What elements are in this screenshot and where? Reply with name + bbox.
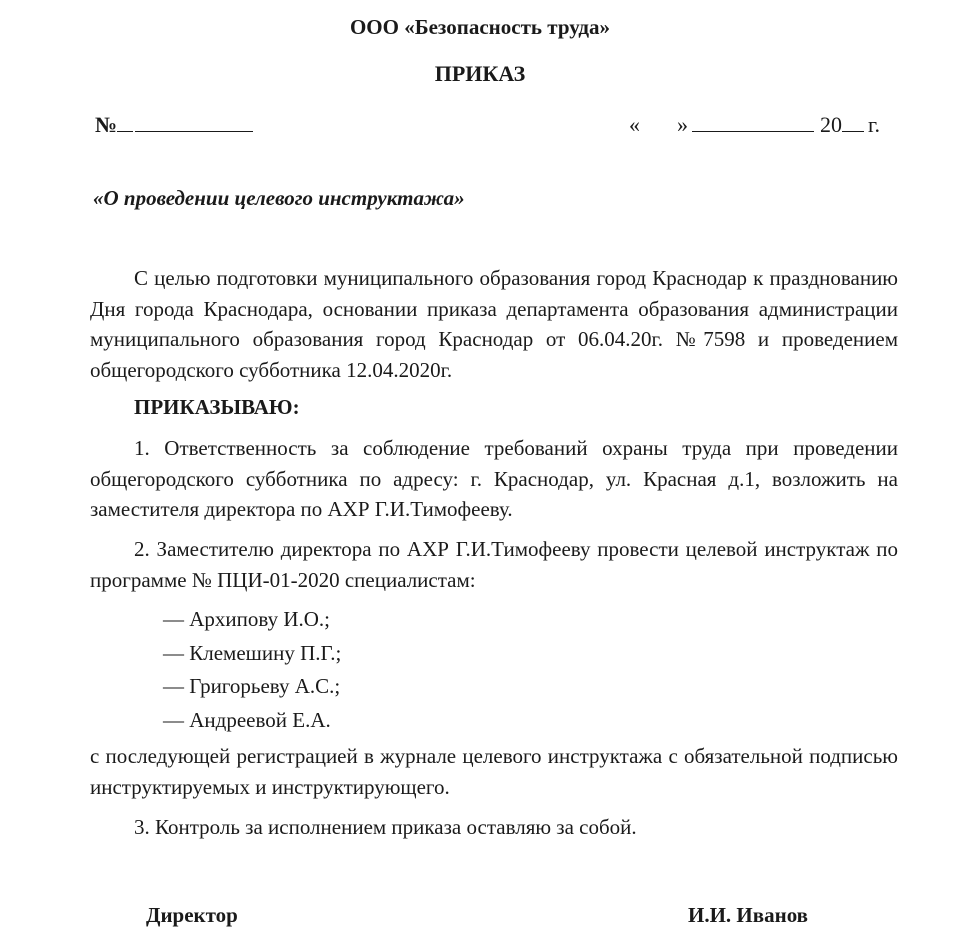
list-item: — Григорьеву А.С.;	[163, 674, 341, 698]
order-item-2-tail: с последующей регистрацией в журнале целевого инструктажа с обязательной подписью инструктируемых и инструктирующего.	[90, 744, 898, 799]
order-subject: «О проведении целевого инструктажа»	[93, 186, 465, 210]
company-name: ООО «Безопасность труда»	[349, 15, 611, 39]
order-date-line	[629, 111, 880, 138]
year-blank	[842, 111, 864, 132]
number-blank-short	[117, 111, 133, 132]
document-title: ПРИКАЗ	[434, 61, 526, 86]
number-sign: №	[95, 112, 118, 137]
preamble-paragraph: С целью подготовки муниципального образования город Краснодар к празднованию Дня города Краснодара, основании приказа департамента образования администрации муниципального образования город Краснодар от 06.04.20г. №7598 и проведением общегородского субботника 12.04.2020г.	[90, 266, 898, 382]
order-number-line	[95, 111, 253, 138]
order-keyword: ПРИКАЗЫВАЮ:	[134, 395, 300, 419]
year-prefix: 20	[819, 112, 842, 137]
number-blank	[135, 111, 253, 132]
signatory-name: И.И. Иванов	[688, 903, 809, 927]
specialists-list	[163, 603, 341, 737]
order-item-3: 3. Контроль за исполнением приказа оставляю за собой.	[134, 815, 637, 839]
month-blank	[692, 111, 814, 132]
year-suffix: г.	[867, 112, 880, 137]
list-item: — Клемешину П.Г.;	[163, 640, 342, 665]
date-open-quote: «	[628, 112, 640, 137]
date-close-quote: »	[676, 112, 688, 137]
list-item: — Архипову И.О.;	[163, 607, 331, 631]
list-item: — Андреевой Е.А.	[163, 707, 331, 732]
order-item-1: 1. Ответственность за соблюдение требований охраны труда при проведении общегородского субботника по адресу: г. Краснодар, ул. Красная д.1, возложить на заместителя директора по АХР Г.И.Тимофееву.	[90, 436, 898, 521]
order-item-2: 2. Заместителю директора по АХР Г.И.Тимофееву провести целевой инструктаж по программе № ПЦИ-01-2020 специалистам:	[90, 537, 898, 592]
signatory-role: Директор	[146, 903, 238, 927]
